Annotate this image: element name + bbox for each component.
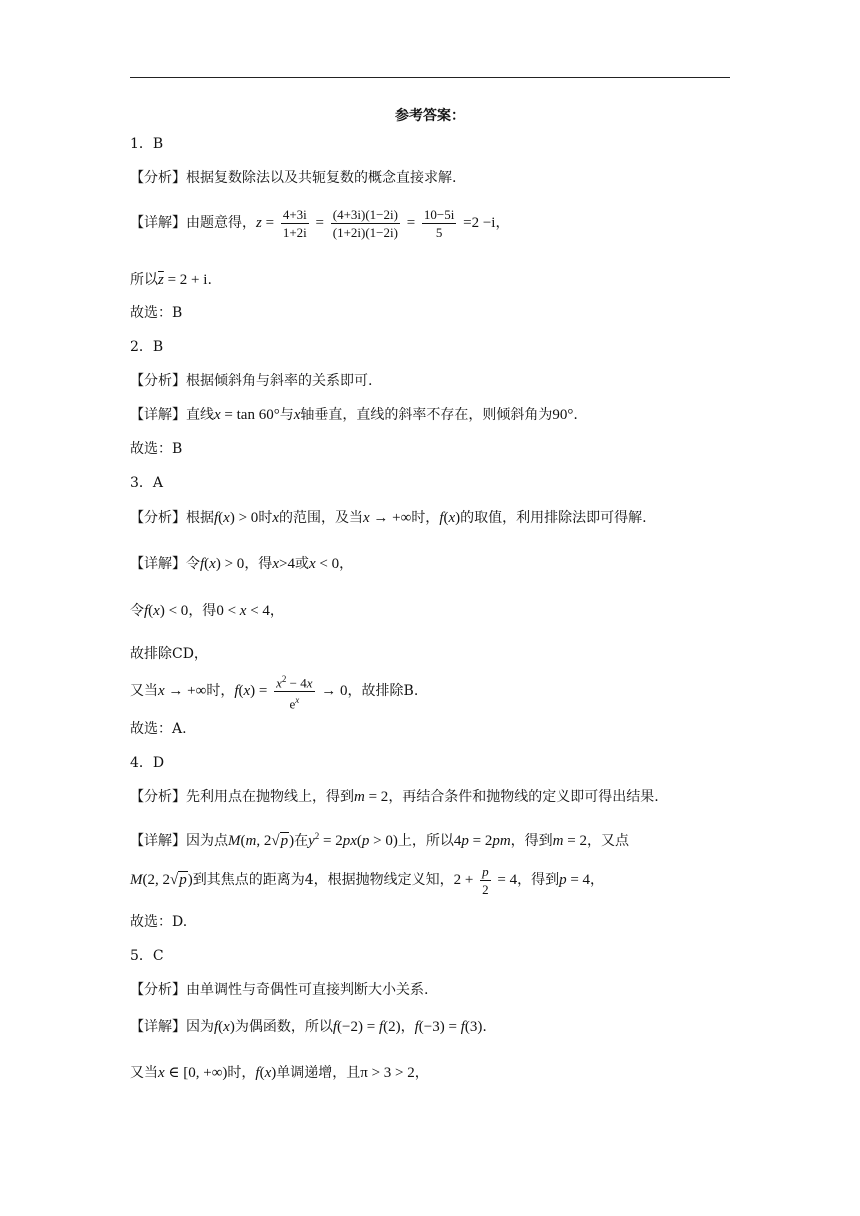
q3-detail-4: 又当x → +∞时，f(x) = $\frac{x^2 - 4x}{e^x}$ → 0，故排除B. [130, 670, 418, 712]
q5-detail-2: 又当x ∈ [0, +∞)时，f(x)单调递增，且π > 3 > 2， [130, 1065, 429, 1081]
q1-formula: z = $\frac{4+3i}{1+2i}$ = $\frac{(4+3i)(1-2i)}{(1+2i)(1-2i)}$ = $\frac{10-5i}{5}$ =2 −i [256, 207, 496, 241]
analysis-tag: 【分析】 [130, 170, 186, 186]
q3-detail-3: 故排除CD， [130, 646, 208, 662]
detail-text: 由题意得， [186, 215, 256, 231]
detail-tag: 【详解】 [130, 215, 186, 231]
q4-detail-2: M(2, 2√p)到其焦点的距离为4，根据抛物线定义知，2 + $\frac{p}{2}$ = 4，得到p = 4， [130, 864, 605, 898]
header-rule [130, 77, 730, 78]
q5-head: 5．C [130, 948, 164, 964]
q1-analysis [130, 168, 456, 188]
q4-analysis: 【分析】先利用点在抛物线上，得到m = 2，再结合条件和抛物线的定义即可得出结果. [130, 789, 659, 805]
q4-detail-1: 【详解】因为点M(m, 2√p)在$y^2 = 2px(p > 0)$上，所以4p = 2pm，得到m = 2，又点 [130, 831, 629, 849]
q4-choice: 故选：D. [130, 914, 188, 930]
q2-head: 2．B [130, 339, 164, 355]
q3-analysis: 【分析】根据f(x) > 0时x的范围，及当x → +∞时，f(x)的取值，利用排除法即可得解. [130, 510, 647, 526]
q3-choice: 故选：A. [130, 721, 187, 737]
page-title: 参考答案： [395, 108, 465, 124]
q5-analysis: 【分析】由单调性与奇偶性可直接判断大小关系. [130, 982, 429, 998]
q1-head: 1．B [130, 136, 164, 152]
q3-detail-1: 【详解】令f(x) > 0，得x>4或x < 0， [130, 556, 354, 572]
q2-detail: 【详解】直线x = tan 60°与x轴垂直，直线的斜率不存在，则倾斜角为90°. [130, 407, 578, 423]
q2-choice: 故选：B [130, 441, 183, 457]
q3-head: 3．A [130, 475, 164, 491]
q4-head: 4．D [130, 755, 165, 771]
q1-choice: 故选：B [130, 305, 183, 321]
q3-detail-2: 令f(x) < 0，得0 < x < 4， [130, 603, 284, 619]
q1-detail: 【详解】由题意得，z = $\frac{4+3i}{1+2i}$ = $\frac{(4+3i)(1-2i)}{(1+2i)(1-2i)}$ = $\frac{10-5i}{5}$ =2 −i， [130, 207, 510, 241]
q2-analysis: 【分析】根据倾斜角与斜率的关系即可. [130, 373, 373, 389]
q1-conclusion: 所以$\overline{z} = 2 + i$. [130, 272, 212, 288]
analysis-text: 根据复数除法以及共轭复数的概念直接求解. [186, 170, 457, 186]
q5-detail-1: 【详解】因为f(x)为偶函数，所以f(−2) = f(2)，f(−3) = f(3). [130, 1019, 487, 1035]
